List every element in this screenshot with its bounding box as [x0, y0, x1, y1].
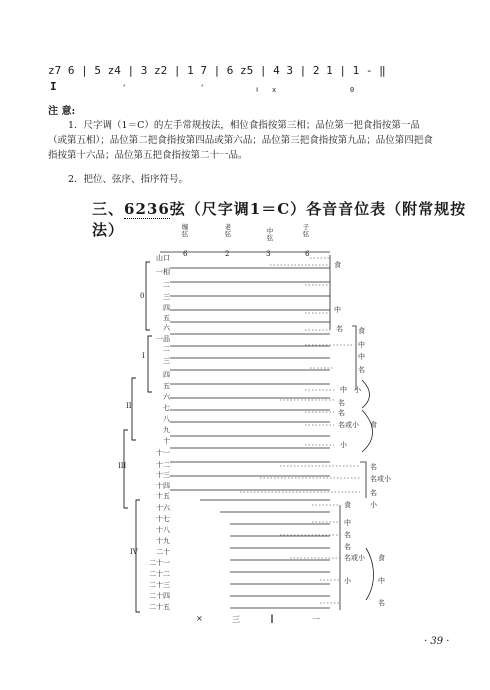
notes-line: 指按第十六品；品位第五把食指按第二十一品。: [48, 150, 248, 161]
bottom-mark: 一: [312, 615, 320, 624]
row-label: 十: [163, 437, 170, 445]
row-label: 八: [163, 415, 170, 423]
finger-label: 名: [358, 366, 365, 374]
row-label: 二十五: [149, 603, 170, 611]
row-label: 一品: [156, 335, 170, 343]
section-title-digits: 6236: [124, 200, 170, 218]
row-label: 十三: [156, 471, 170, 479]
row-label: 十二: [156, 461, 170, 469]
row-label: 二十: [156, 548, 170, 556]
finger-label: 名或小: [338, 421, 359, 429]
row-label: 四: [163, 304, 170, 312]
row-label: 七: [163, 404, 170, 412]
bottom-mark: 三: [232, 615, 240, 624]
string-header: 老弦: [224, 223, 232, 238]
finger-label: 名或小: [344, 554, 365, 562]
row-label: 山口: [156, 254, 170, 262]
finger-label: 中: [358, 353, 365, 361]
notation-mark: ʻ: [200, 84, 205, 92]
row-label: 二: [163, 281, 170, 289]
row-label: 十九: [156, 537, 170, 545]
row-label: 五: [163, 314, 170, 322]
row-label: 二十四: [149, 592, 170, 600]
string-header: 中弦: [266, 227, 274, 242]
finger-label: 食: [378, 554, 385, 562]
finger-label: 小: [340, 441, 347, 449]
row-label: 十一: [156, 449, 170, 457]
row-label: 十四: [156, 482, 170, 490]
row-label: 三: [163, 293, 170, 301]
open-tone: 6: [183, 250, 188, 258]
finger-label: 名: [370, 489, 377, 497]
row-label: 十八: [156, 526, 170, 534]
row-label: 十七: [156, 515, 170, 523]
finger-label: 名: [344, 531, 351, 539]
finger-label: 小: [354, 386, 361, 394]
music-notation-line: z7 6 | 5 z4 | 3 z2 | 1 7 | 6 z5 | 4 3 | 2 1 | 1 - ‖: [48, 64, 386, 77]
row-label: 二: [163, 345, 170, 353]
notation-mark: I: [50, 80, 57, 93]
row-label: 二十三: [149, 581, 170, 589]
finger-label: 名: [370, 463, 377, 471]
row-label: 二十一: [149, 559, 170, 567]
finger-label: 食: [370, 421, 377, 429]
finger-label: 小: [344, 577, 351, 585]
notes-line: 1．尺字调（1＝C）的左手常规按法，相位食指按第三相；品位第一把食指按第一品: [68, 120, 420, 131]
bottom-mark: ×: [196, 614, 203, 623]
finger-label: 名: [378, 599, 385, 607]
row-label: 五: [163, 382, 170, 390]
finger-label: 名或小: [370, 475, 391, 483]
row-label: 三: [163, 357, 170, 365]
string-header: 子弦: [302, 223, 310, 238]
group-label: I: [142, 352, 145, 360]
row-label: 六: [163, 324, 170, 332]
group-label: 0: [140, 292, 145, 300]
notation-mark: ᵡ: [255, 86, 260, 94]
notes-heading: 注 意:: [48, 106, 76, 117]
row-label: 十五: [156, 492, 170, 500]
finger-label: 中: [344, 519, 351, 527]
group-label: II: [126, 402, 132, 410]
page-number: · 39 ·: [424, 636, 450, 647]
finger-label: 名: [336, 325, 343, 333]
notation-mark: x: [272, 86, 277, 94]
finger-label: 中: [334, 306, 341, 314]
finger-label: 名: [338, 399, 345, 407]
finger-label: 小: [370, 501, 377, 509]
bottom-mark: ‖: [270, 614, 274, 623]
open-tone: 6: [305, 250, 310, 258]
row-label: 十六: [156, 504, 170, 512]
notation-mark: 0: [350, 86, 355, 94]
row-label: 二十二: [149, 570, 170, 578]
finger-label: 食: [358, 327, 365, 335]
notation-mark: ʻ: [122, 84, 127, 92]
notes-paragraph-2: 2．把位、弦序、指序符号。: [68, 174, 189, 185]
section-title-prefix: 三、: [92, 200, 125, 218]
finger-label: 中: [378, 577, 385, 585]
group-label: III: [118, 462, 127, 470]
finger-label: 中: [340, 386, 347, 394]
row-label: 一相: [156, 268, 170, 276]
section-title-text: 弦（尺字调1＝C）各音音位表（附常规按法）: [92, 200, 467, 239]
finger-label: 名: [338, 409, 345, 417]
finger-label: 食: [344, 501, 351, 509]
finger-label: 名: [344, 543, 351, 551]
finger-label: 食: [334, 261, 341, 269]
fret-lines: [160, 252, 330, 608]
row-label: 四: [163, 371, 170, 379]
row-label: 九: [163, 426, 170, 434]
finger-label: 中: [358, 341, 365, 349]
string-header: 缠弦: [181, 223, 189, 238]
group-label: IV: [130, 548, 138, 556]
open-tone: 2: [225, 250, 230, 258]
notes-line: （或第五相）；品位第二把食指按第四品或第六品；品位第三把食指按第九品；品位第四把食: [48, 135, 433, 146]
row-label: 六: [163, 393, 170, 401]
open-tone: 3: [266, 250, 271, 258]
